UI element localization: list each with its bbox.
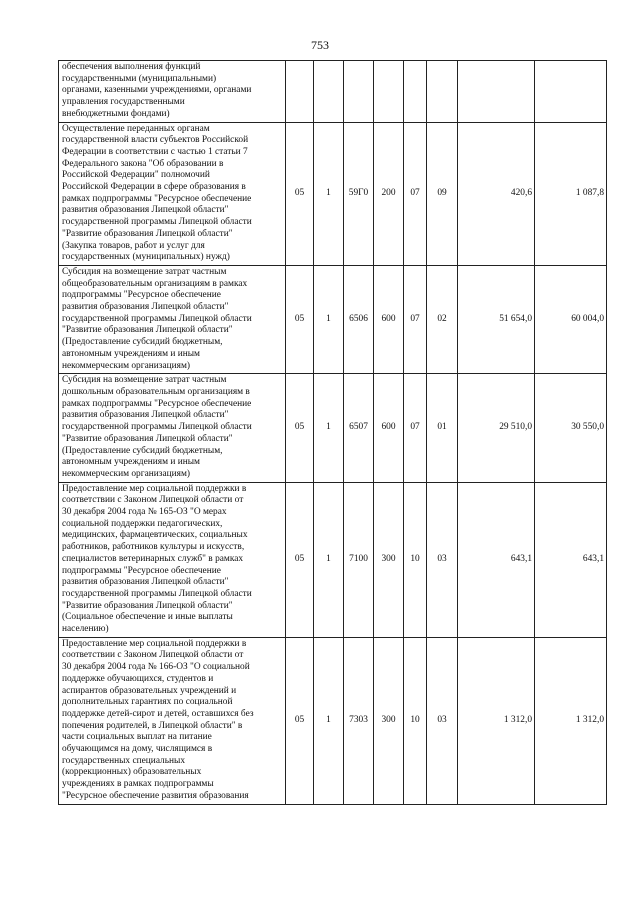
cell-target-code: 7100 <box>344 482 374 637</box>
table-row <box>59 482 607 637</box>
cell-amount-1: 51 654,0 <box>458 265 535 373</box>
description-line: подпрограммы "Ресурсное обеспечение <box>62 565 221 576</box>
description-line: Субсидия на возмещение затрат частным <box>62 375 227 386</box>
row-description <box>59 122 286 265</box>
cell-subsection: 1 <box>314 482 344 637</box>
cell-target-code: 6507 <box>344 374 374 482</box>
description-line: работников, работников культуры и искусств, <box>62 542 245 553</box>
description-line: рамках подпрограммы "Ресурсное обеспечение <box>62 193 252 204</box>
description-line: специалистов ветеринарных служб" в рамках <box>62 553 244 564</box>
cell-amount-2: 643,1 <box>535 482 607 637</box>
row-description <box>59 265 286 373</box>
description-line: развития образования Липецкой области" <box>62 410 229 421</box>
description-line: государственной программы Липецкой области <box>62 422 252 433</box>
cell-expense-type: 300 <box>374 482 404 637</box>
cell-chapter: 07 <box>404 265 427 373</box>
cell-amount-2: 1 312,0 <box>535 637 607 804</box>
description-line: Предоставление мер социальной поддержки в <box>62 483 247 494</box>
description-line: "Развитие образования Липецкой области" <box>62 433 233 444</box>
description-line: внебюджетными фондами) <box>62 108 170 119</box>
description-line: развития образования Липецкой области" <box>62 302 229 313</box>
description-line: учреждениях в рамках подпрограммы <box>62 779 214 790</box>
description-line: (Предоставление субсидий бюджетным, <box>62 445 223 456</box>
table-row <box>59 374 607 482</box>
cell-section: 05 <box>286 374 314 482</box>
description-line: Российской Федерации в сфере образования в <box>62 182 246 193</box>
cell-amount-1: 1 312,0 <box>458 637 535 804</box>
description-line: "Развитие образования Липецкой области" <box>62 600 233 611</box>
cell-subsection: 1 <box>314 265 344 373</box>
description-line: 30 декабря 2004 года № 166-ОЗ "О социальной <box>62 662 250 673</box>
description-line: автономным учреждениям и иным <box>62 348 200 359</box>
cell-subsection: 1 <box>314 637 344 804</box>
cell-chapter: 10 <box>404 637 427 804</box>
description-line: "Ресурсное обеспечение развития образования <box>62 790 249 801</box>
cell-target-code: 6506 <box>344 265 374 373</box>
description-line: государственных (муниципальных) нужд) <box>62 252 230 263</box>
description-line: органами, казенными учреждениями, органами <box>62 85 252 96</box>
cell-expense-type: 200 <box>374 122 404 265</box>
row-description <box>59 482 286 637</box>
cell-amount-1 <box>458 61 535 123</box>
description-line: развития образования Липецкой области" <box>62 577 229 588</box>
description-line: соответствии с Законом Липецкой области от <box>62 650 244 661</box>
description-line: (Социальное обеспечение и иные выплаты <box>62 612 233 623</box>
description-line: некоммерческим организациям) <box>62 360 191 371</box>
cell-chapter: 10 <box>404 482 427 637</box>
description-line: общеобразовательным организациям в рамках <box>62 278 248 289</box>
description-line: государственной программы Липецкой области <box>62 588 252 599</box>
cell-subsection <box>314 61 344 123</box>
cell-chapter <box>404 61 427 123</box>
cell-section: 05 <box>286 122 314 265</box>
description-line: 30 декабря 2004 года № 165-ОЗ "О мерах <box>62 507 227 518</box>
description-line: Российской Федерации" полномочий <box>62 170 210 181</box>
cell-paragraph: 02 <box>427 265 458 373</box>
row-description <box>59 61 286 123</box>
description-line: Предоставление мер социальной поддержки в <box>62 638 247 649</box>
description-line: Федерации в соответствии с частью 1 статьи 7 <box>62 146 248 157</box>
budget-table <box>58 60 607 805</box>
cell-chapter: 07 <box>404 122 427 265</box>
description-line: обеспечения выполнения функций <box>62 62 201 72</box>
description-line: некоммерческим организациям) <box>62 468 191 479</box>
description-line: (коррекционных) образовательных <box>62 767 202 778</box>
description-line: государственной власти субъектов Российской <box>62 135 249 146</box>
cell-target-code: 7303 <box>344 637 374 804</box>
description-line: обучающимся на дому, числящимся в <box>62 744 213 755</box>
description-line: Осуществление переданных органам <box>62 123 210 134</box>
cell-amount-2 <box>535 61 607 123</box>
cell-amount-2: 30 550,0 <box>535 374 607 482</box>
cell-paragraph: 03 <box>427 637 458 804</box>
description-line: рамках подпрограммы "Ресурсное обеспечение <box>62 398 252 409</box>
cell-section: 05 <box>286 482 314 637</box>
cell-section: 05 <box>286 637 314 804</box>
table-row <box>59 61 607 123</box>
cell-amount-2: 60 004,0 <box>535 265 607 373</box>
cell-paragraph: 03 <box>427 482 458 637</box>
description-line: государственной программы Липецкой области <box>62 313 252 324</box>
cell-section: 05 <box>286 265 314 373</box>
cell-section <box>286 61 314 123</box>
cell-subsection: 1 <box>314 122 344 265</box>
description-line: подпрограммы "Ресурсное обеспечение <box>62 290 221 301</box>
table-row <box>59 637 607 804</box>
page-number: 753 <box>311 38 329 52</box>
cell-paragraph: 09 <box>427 122 458 265</box>
description-line: государственными (муниципальными) <box>62 73 217 84</box>
description-line: части социальных выплат на питание <box>62 732 212 743</box>
description-line: дошкольным образовательным организациям в <box>62 386 250 397</box>
cell-amount-1: 29 510,0 <box>458 374 535 482</box>
description-line: управления государственными <box>62 97 185 108</box>
description-line: "Развитие образования Липецкой области" <box>62 325 233 336</box>
cell-expense-type: 600 <box>374 265 404 373</box>
cell-target-code: 59Г0 <box>344 122 374 265</box>
cell-expense-type: 300 <box>374 637 404 804</box>
description-line: поддержке обучающихся, студентов и <box>62 673 214 684</box>
description-line: государственных специальных <box>62 755 186 766</box>
description-line: Субсидия на возмещение затрат частным <box>62 266 227 277</box>
table-row <box>59 265 607 373</box>
cell-paragraph: 01 <box>427 374 458 482</box>
description-line: Федерального закона "Об образовании в <box>62 158 224 169</box>
cell-chapter: 07 <box>404 374 427 482</box>
cell-expense-type <box>374 61 404 123</box>
description-line: социальной поддержки педагогических, <box>62 518 223 529</box>
description-line: медицинских, фармацевтических, социальных <box>62 530 248 541</box>
description-line: (Предоставление субсидий бюджетным, <box>62 337 223 348</box>
cell-target-code <box>344 61 374 123</box>
row-description <box>59 374 286 482</box>
description-line: соответствии с Законом Липецкой области от <box>62 495 244 506</box>
cell-amount-1: 420,6 <box>458 122 535 265</box>
description-line: (Закупка товаров, работ и услуг для <box>62 240 205 251</box>
description-line: аспирантов образовательных учреждений и <box>62 685 237 696</box>
description-line: автономным учреждениям и иным <box>62 457 200 468</box>
description-line: попечения родителей, в Липецкой области" в <box>62 720 243 731</box>
cell-subsection: 1 <box>314 374 344 482</box>
description-line: "Развитие образования Липецкой области" <box>62 228 233 239</box>
row-description <box>59 637 286 804</box>
cell-amount-2: 1 087,8 <box>535 122 607 265</box>
description-line: развития образования Липецкой области" <box>62 205 229 216</box>
cell-paragraph <box>427 61 458 123</box>
description-line: государственной программы Липецкой области <box>62 217 252 228</box>
cell-amount-1: 643,1 <box>458 482 535 637</box>
description-line: населению) <box>62 624 109 635</box>
description-line: дополнительных гарантиях по социальной <box>62 697 233 708</box>
description-line: поддержке детей-сирот и детей, оставшихся без <box>62 708 254 719</box>
cell-expense-type: 600 <box>374 374 404 482</box>
table-row <box>59 122 607 265</box>
